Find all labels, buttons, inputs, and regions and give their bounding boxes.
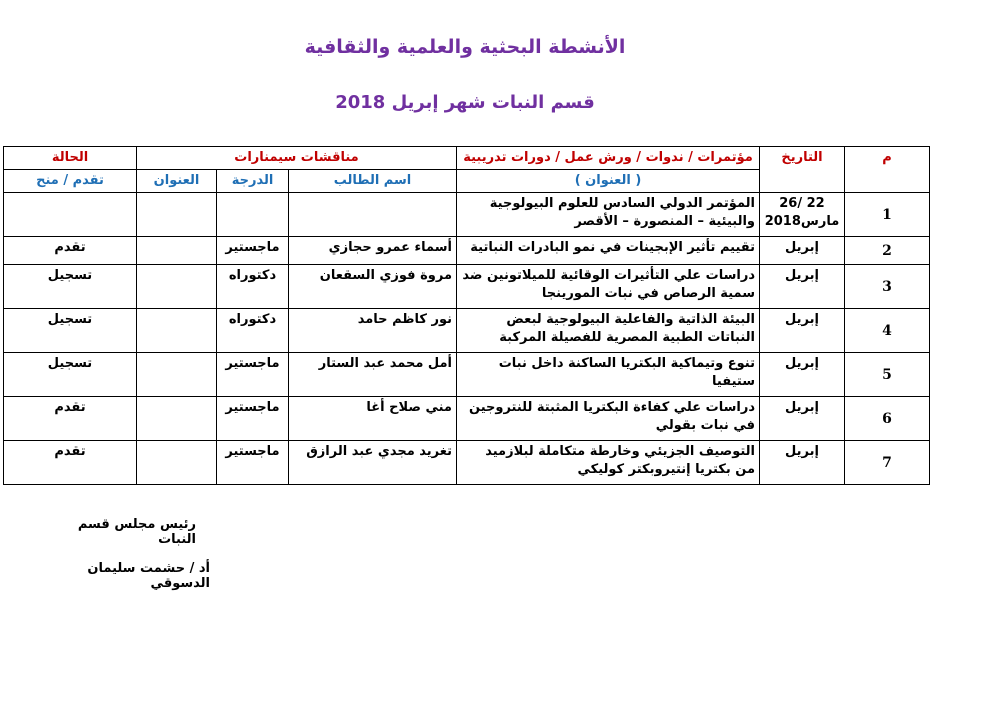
row-degree: ماجستير (217, 397, 289, 441)
col-date-header: التاريخ (760, 147, 845, 193)
row-date: إبريل (760, 353, 845, 397)
row-seminar-title (137, 441, 217, 485)
row-title: تقييم تأثير الإبجينات في نمو البادرات النباتية (457, 237, 760, 265)
col-conferences-subheader: ( العنوان ) (457, 170, 760, 193)
row-student: تغريد مجدي عبد الرازق (289, 441, 457, 485)
row-degree: دكتوراه (217, 309, 289, 353)
table-row (4, 353, 930, 397)
row-seminar-title (137, 193, 217, 237)
row-number: 7 (845, 441, 930, 485)
row-number: 4 (845, 309, 930, 353)
row-number: 6 (845, 397, 930, 441)
table-row (4, 193, 930, 237)
col-seminars-header: مناقشات سيمنارات (137, 147, 457, 170)
row-student: نور كاظم حامد (289, 309, 457, 353)
table-row (4, 265, 930, 309)
row-seminar-title (137, 265, 217, 309)
col-state-header: الحالة (4, 147, 137, 170)
col-state-subheader: تقدم / منح (4, 170, 137, 193)
page-subtitle: قسم النبات شهر إبريل 2018 (335, 92, 595, 113)
row-degree (217, 193, 289, 237)
row-state: تقدم (4, 237, 137, 265)
row-date: 22 /26 مارس2018 (760, 193, 845, 237)
row-student: أمل محمد عبد الستار (289, 353, 457, 397)
row-state (4, 193, 137, 237)
col-title-header: العنوان (137, 170, 217, 193)
row-title: البيئة الذاتية والفاعلية البيولوجية لبعض النباتات الطبية المصرية للفصيلة المركبة (457, 309, 760, 353)
row-title: التوصيف الجزيئي وخارطة متكاملة لبلازميد من بكتريا إنتيروبكتر كوليكي (457, 441, 760, 485)
table-row (4, 441, 930, 485)
row-title: المؤتمر الدولي السادس للعلوم البيولوجية والبيئية – المنصورة – الأقصر (457, 193, 760, 237)
row-number: 3 (845, 265, 930, 309)
header-row (4, 147, 930, 170)
row-seminar-title (137, 309, 217, 353)
table-row (4, 237, 930, 265)
row-number: 2 (845, 237, 930, 265)
row-state: تسجيل (4, 353, 137, 397)
activities-table (3, 146, 930, 485)
row-date: إبريل (760, 397, 845, 441)
table-row (4, 397, 930, 441)
row-state: تقدم (4, 397, 137, 441)
col-conferences-header: مؤتمرات / ندوات / ورش عمل / دورات تدريبية (457, 147, 760, 170)
col-m-header: م (845, 147, 930, 193)
row-student (289, 193, 457, 237)
signature-name: أد / حشمت سليمان الدسوقي (87, 561, 210, 591)
row-degree: ماجستير (217, 441, 289, 485)
row-degree: ماجستير (217, 353, 289, 397)
table-row (4, 309, 930, 353)
row-title: تنوع وتيماكية البكتريا الساكنة داخل نبات ستيفيا (457, 353, 760, 397)
col-degree-header: الدرجة (217, 170, 289, 193)
row-seminar-title (137, 237, 217, 265)
row-title: دراسات علي كفاءة البكتريا المثبتة للنتروجين في نبات بقولي (457, 397, 760, 441)
row-state: تقدم (4, 441, 137, 485)
row-date: إبريل (760, 309, 845, 353)
row-degree: دكتوراه (217, 265, 289, 309)
row-state: تسجيل (4, 265, 137, 309)
row-degree: ماجستير (217, 237, 289, 265)
row-date: إبريل (760, 265, 845, 309)
row-date: إبريل (760, 441, 845, 485)
row-seminar-title (137, 353, 217, 397)
col-student-header: اسم الطالب (289, 170, 457, 193)
row-student: مني صلاح أغا (289, 397, 457, 441)
row-state: تسجيل (4, 309, 137, 353)
signature-role: رئيس مجلس قسم النبات (77, 517, 196, 547)
row-seminar-title (137, 397, 217, 441)
row-title: دراسات علي التأثيرات الوقائية للميلاتونين ضد سمية الرصاص في نبات المورينجا (457, 265, 760, 309)
row-student: أسماء عمرو حجازي (289, 237, 457, 265)
page-title: الأنشطة البحثية والعلمية والثقافية (304, 36, 626, 58)
row-student: مروة فوزي السقعان (289, 265, 457, 309)
row-number: 1 (845, 193, 930, 237)
row-date: إبريل (760, 237, 845, 265)
row-number: 5 (845, 353, 930, 397)
